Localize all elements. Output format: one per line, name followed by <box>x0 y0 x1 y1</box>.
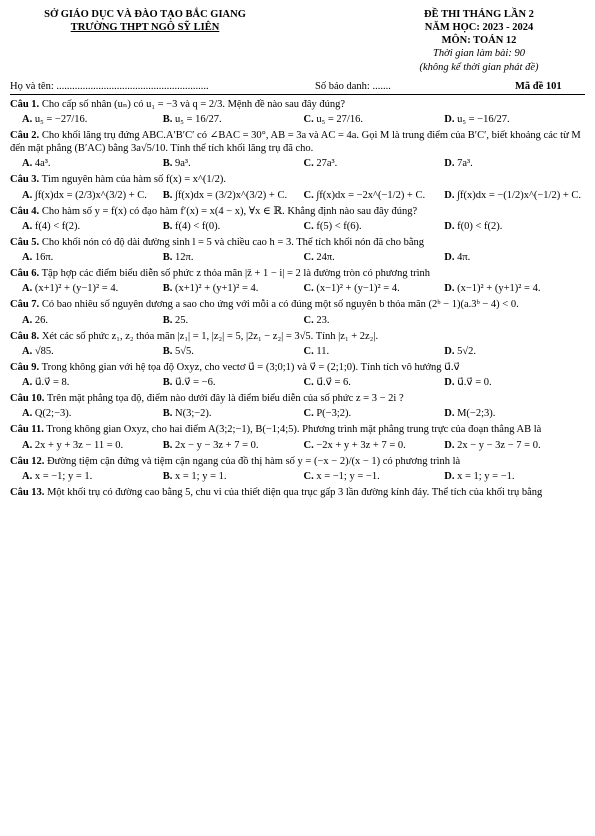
option-text: 12π. <box>175 252 194 263</box>
question-4 <box>10 205 585 233</box>
question-10 <box>10 392 585 420</box>
option-letter: A. <box>22 408 33 420</box>
option-letter: B. <box>162 439 173 451</box>
question-text: Cho khối lăng trụ đứng ABC.A′B′C′ có ∠BAC = 30°, AB = 3a và AC = 4a. Gọi M là trung điểm của B′C′, biết khoảng các từ M đến mặt phẳng (B′AC) bằng 3a√5/10. Tính thể tích khối lăng trụ đã cho. <box>10 130 581 155</box>
question-stem <box>10 486 585 499</box>
answer-options <box>10 157 585 170</box>
answer-option[interactable] <box>444 157 585 170</box>
answer-option[interactable] <box>444 376 585 389</box>
option-letter: B. <box>162 345 173 357</box>
answer-option[interactable] <box>163 439 304 452</box>
question-stem <box>10 173 585 186</box>
answer-option[interactable] <box>22 251 163 264</box>
option-letter: C. <box>303 252 314 263</box>
option-text: P(−3;2). <box>316 408 352 420</box>
option-letter: C. <box>303 283 314 295</box>
answer-options <box>10 345 585 358</box>
option-letter: A. <box>22 345 33 357</box>
answer-option[interactable] <box>22 345 163 358</box>
answer-option[interactable] <box>304 407 445 420</box>
option-letter: B. <box>162 470 173 482</box>
option-letter: A. <box>22 252 33 263</box>
option-text: u₅ = 27/16. <box>316 113 363 125</box>
question-text: Tập hợp các điểm biểu diễn số phức z thỏa mãn |z̄ + 1 − i| = 2 là đường tròn có phương trình <box>41 268 431 280</box>
option-letter: D. <box>444 470 455 482</box>
dept-name: SỞ GIÁO DỤC VÀ ĐÀO TẠO BẮC GIANG <box>44 9 246 20</box>
question-9 <box>10 361 585 389</box>
option-letter: B. <box>162 314 173 326</box>
answer-option[interactable] <box>22 407 163 420</box>
option-text: f(5) < f(6). <box>316 220 362 232</box>
option-letter: D. <box>444 283 455 295</box>
answer-option[interactable] <box>22 189 163 202</box>
option-text: −2x + y + 3z + 7 = 0. <box>316 439 406 451</box>
option-letter: B. <box>162 408 173 420</box>
question-stem <box>10 236 585 249</box>
question-12 <box>10 455 585 483</box>
exam-header <box>10 8 585 74</box>
question-label: Câu 1. <box>10 98 40 110</box>
option-letter: B. <box>162 113 173 125</box>
answer-option[interactable] <box>444 113 585 126</box>
question-stem <box>10 423 585 436</box>
question-stem <box>10 129 585 155</box>
answer-option[interactable] <box>22 439 163 452</box>
option-text: 7a³. <box>457 158 473 170</box>
question-text: Tìm nguyên hàm của hàm số f(x) = x^(1/2). <box>41 174 226 186</box>
option-letter: A. <box>22 220 33 232</box>
answer-option[interactable] <box>163 251 304 264</box>
question-stem <box>10 330 585 343</box>
answer-options <box>10 407 585 420</box>
option-text: u⃗.v⃗ = 0. <box>457 377 492 388</box>
duration: Thời gian làm bài: 90 <box>433 48 525 60</box>
option-letter: B. <box>162 377 173 388</box>
question-5 <box>10 236 585 264</box>
answer-option[interactable] <box>22 314 163 327</box>
option-text: Q(2;−3). <box>34 408 72 420</box>
answer-option[interactable] <box>304 220 445 233</box>
question-stem <box>10 455 585 468</box>
answer-option[interactable] <box>444 220 585 233</box>
option-text: x = 1; y = 1. <box>175 470 227 482</box>
question-stem <box>10 205 585 218</box>
question-text: Cho khối nón có độ dài đường sinh l = 5 và chiều cao h = 3. Thể tích khối nón đã cho bằng <box>41 236 424 248</box>
option-letter: C. <box>303 189 314 201</box>
answer-option[interactable] <box>163 189 304 202</box>
question-label: Câu 11. <box>10 424 44 436</box>
option-text: x = 1; y = −1. <box>457 470 515 482</box>
option-text: 16π. <box>34 252 54 263</box>
school-year: NĂM HỌC: 2023 - 2024 <box>424 22 534 34</box>
option-text: 9a³. <box>175 158 191 170</box>
answer-option[interactable] <box>163 157 304 170</box>
option-text: 4a³. <box>34 158 51 170</box>
question-stem <box>10 98 585 111</box>
question-label: Câu 13. <box>10 486 45 498</box>
question-text: Trong không gian Oxyz, cho hai điểm A(3;2;−1), B(−1;4;5). Phương trình mặt phẳng trung trực của đoạn thẳng AB là <box>46 424 542 436</box>
question-text: Có bao nhiêu số nguyên dương a sao cho ứng với mỗi a có đúng một số nguyên b thỏa mãn (2ᵇ − 1)(a.3ᵇ − 4) < 0. <box>41 299 519 311</box>
question-label: Câu 2. <box>10 130 40 141</box>
answer-option[interactable] <box>22 220 163 233</box>
option-text: u⃗.v⃗ = −6. <box>175 377 216 388</box>
option-text: 25. <box>175 314 189 326</box>
answer-option[interactable] <box>304 157 445 170</box>
option-letter: D. <box>444 377 455 388</box>
option-text: 24π. <box>316 252 335 263</box>
answer-option[interactable] <box>444 345 585 358</box>
option-text: (x+1)² + (y+1)² = 4. <box>175 283 259 295</box>
option-text: 4π. <box>457 252 471 263</box>
option-letter: D. <box>444 439 455 451</box>
answer-options <box>10 439 585 452</box>
exam-code: Mã đề 101 <box>515 80 562 92</box>
option-letter: C. <box>303 439 314 451</box>
subject: MÔN: TOÁN 12 <box>441 35 517 47</box>
option-letter: C. <box>303 314 314 326</box>
question-11 <box>10 423 585 451</box>
option-text: u₅ = −16/27. <box>457 113 510 125</box>
question-stem <box>10 267 585 280</box>
option-text: ∫f(x)dx = −2x^(−1/2) + C. <box>316 189 426 201</box>
question-text: Trên mặt phẳng tọa độ, điểm nào dưới đây là điểm biểu diễn của số phức z = 3 − 2i ? <box>46 393 404 405</box>
answer-option[interactable] <box>304 113 445 126</box>
answer-options <box>10 251 585 264</box>
question-3 <box>10 173 585 201</box>
option-letter: C. <box>303 377 314 388</box>
question-7 <box>10 298 585 326</box>
option-letter: A. <box>22 439 33 451</box>
question-13 <box>10 486 585 499</box>
exam-page <box>10 0 585 499</box>
answer-option[interactable] <box>304 376 445 389</box>
school-name: TRƯỜNG THPT NGÔ SỸ LIÊN <box>70 22 220 34</box>
option-letter: C. <box>303 345 314 357</box>
option-letter: C. <box>303 158 314 170</box>
option-letter: C. <box>303 408 314 420</box>
option-letter: B. <box>162 189 173 201</box>
exam-title: ĐỀ THI THÁNG LẦN 2 <box>424 9 534 20</box>
question-6 <box>10 267 585 295</box>
option-text: ∫f(x)dx = −(1/2)x^(−1/2) + C. <box>457 189 582 201</box>
option-letter: A. <box>22 314 33 326</box>
answer-option[interactable] <box>444 439 585 452</box>
answer-option[interactable] <box>22 282 163 295</box>
answer-options <box>10 220 585 233</box>
answer-option[interactable] <box>304 282 445 295</box>
option-text: 27a³. <box>316 158 338 170</box>
answer-option[interactable] <box>304 470 445 483</box>
option-text: 11. <box>316 345 330 357</box>
answer-option[interactable] <box>163 220 304 233</box>
option-letter: C. <box>303 220 314 232</box>
question-label: Câu 3. <box>10 174 40 186</box>
option-text: u⃗.v⃗ = 6. <box>316 377 351 388</box>
option-text: 26. <box>34 314 48 326</box>
answer-option[interactable] <box>163 470 304 483</box>
option-letter: D. <box>444 189 455 201</box>
answer-options <box>10 189 585 202</box>
option-letter: B. <box>162 158 173 170</box>
option-letter: A. <box>22 377 33 388</box>
answer-option[interactable] <box>22 113 163 126</box>
answer-option[interactable] <box>304 439 445 452</box>
option-text: x = −1; y = 1. <box>34 470 93 482</box>
question-label: Câu 7. <box>10 299 40 311</box>
option-text: u₅ = 16/27. <box>175 113 222 125</box>
option-letter: C. <box>303 470 314 482</box>
option-text: N(3;−2). <box>175 408 212 420</box>
answer-option[interactable] <box>163 407 304 420</box>
option-letter: D. <box>444 252 455 263</box>
duration-note: (không kể thời gian phát đề) <box>419 61 539 73</box>
answer-option[interactable] <box>444 470 585 483</box>
question-text: Cho hàm số y = f(x) có đạo hàm f′(x) = x(4 − x), ∀x ∈ ℝ. Khẳng định nào sau đây đúng? <box>41 205 418 217</box>
answer-option[interactable] <box>163 282 304 295</box>
question-text: Xét các số phức z₁, z₂ thỏa mãn |z₁| = 1, |z₂| = 5, |2z₁ − z₂| = 3√5. Tính |z₁ + 2z₂|. <box>41 330 379 342</box>
answer-option[interactable] <box>22 470 163 483</box>
answer-option[interactable] <box>163 113 304 126</box>
answer-option[interactable] <box>444 407 585 420</box>
option-text: 5√2. <box>457 345 476 357</box>
option-letter: A. <box>22 470 33 482</box>
answer-options <box>10 470 585 483</box>
option-letter: A. <box>22 113 33 125</box>
question-text: Một khối trụ có đường cao bằng 5, chu vi của thiết diện qua trục gấp 3 lần đường kính đáy. Thể tích của khối trụ bằng <box>47 486 543 498</box>
option-text: 23. <box>316 314 330 326</box>
question-label: Câu 10. <box>10 393 45 405</box>
option-text: (x−1)² + (y+1)² = 4. <box>457 283 541 295</box>
option-letter: D. <box>444 408 455 420</box>
option-text: 2x − y − 3z + 7 = 0. <box>175 439 259 451</box>
option-text: f(0) < f(2). <box>457 220 503 232</box>
answer-option[interactable] <box>304 345 445 358</box>
option-text: u₅ = −27/16. <box>34 113 88 125</box>
option-letter: B. <box>162 252 173 263</box>
answer-option[interactable] <box>22 376 163 389</box>
answer-option[interactable] <box>444 282 585 295</box>
option-letter: D. <box>444 158 455 170</box>
answer-option[interactable] <box>22 157 163 170</box>
option-text: f(4) < f(2). <box>34 220 81 232</box>
candidate-number-field: Số báo danh: ....... <box>315 80 391 92</box>
question-stem <box>10 298 585 311</box>
question-list <box>10 98 585 499</box>
question-label: Câu 5. <box>10 236 40 248</box>
answer-option[interactable] <box>163 376 304 389</box>
question-label: Câu 6. <box>10 268 40 280</box>
question-label: Câu 12. <box>10 455 45 467</box>
question-label: Câu 8. <box>10 330 40 342</box>
option-letter: D. <box>444 345 455 357</box>
answer-option[interactable] <box>304 189 445 202</box>
option-letter: B. <box>162 283 173 295</box>
option-letter: D. <box>444 113 455 125</box>
answer-options <box>10 113 585 126</box>
option-letter: B. <box>162 220 173 232</box>
question-stem <box>10 392 585 405</box>
question-1 <box>10 98 585 126</box>
question-text: Đường tiệm cận đứng và tiệm cận ngang của đồ thị hàm số y = (−x − 2)/(x − 1) có phương trình là <box>47 455 461 467</box>
option-text: 5√5. <box>175 345 194 357</box>
option-text: 2x + y + 3z − 11 = 0. <box>34 439 124 451</box>
question-text: Cho cấp số nhân (uₙ) có u₁ = −3 và q = 2/3. Mệnh đề nào sau đây đúng? <box>41 98 346 110</box>
option-text: x = −1; y = −1. <box>316 470 380 482</box>
option-text: ∫f(x)dx = (2/3)x^(3/2) + C. <box>34 189 147 201</box>
option-letter: C. <box>303 113 314 125</box>
answer-option[interactable] <box>444 189 585 202</box>
question-2 <box>10 129 585 170</box>
option-text: √85. <box>34 345 54 357</box>
option-letter: A. <box>22 283 33 295</box>
answer-options <box>10 376 585 389</box>
question-label: Câu 4. <box>10 205 40 217</box>
option-text: (x−1)² + (y−1)² = 4. <box>316 283 400 295</box>
question-label: Câu 9. <box>10 361 40 373</box>
option-text: M(−2;3). <box>457 408 496 420</box>
answer-option[interactable] <box>304 314 445 327</box>
question-8 <box>10 330 585 358</box>
option-text: f(4) < f(0). <box>175 220 221 232</box>
answer-options <box>10 282 585 295</box>
answer-option[interactable] <box>304 251 445 264</box>
question-stem <box>10 361 585 374</box>
name-field: Họ và tên: .......................................................... <box>10 80 209 92</box>
option-letter: A. <box>22 189 33 201</box>
student-info <box>10 80 585 95</box>
answer-option[interactable] <box>163 314 304 327</box>
option-text: ∫f(x)dx = (3/2)x^(3/2) + C. <box>175 189 288 201</box>
question-text: Trong không gian với hệ tọa độ Oxyz, cho vectơ u⃗ = (3;0;1) và v⃗ = (2;1;0). Tính tích vô hướng u⃗.v⃗ <box>41 361 460 373</box>
answer-options <box>10 314 585 327</box>
option-letter: A. <box>22 158 33 170</box>
option-letter: D. <box>444 220 455 232</box>
option-text: u⃗.v⃗ = 8. <box>34 377 70 388</box>
answer-option[interactable] <box>444 251 585 264</box>
answer-option[interactable] <box>163 345 304 358</box>
option-text: (x+1)² + (y−1)² = 4. <box>34 283 119 295</box>
option-text: 2x − y − 3z − 7 = 0. <box>457 439 541 451</box>
